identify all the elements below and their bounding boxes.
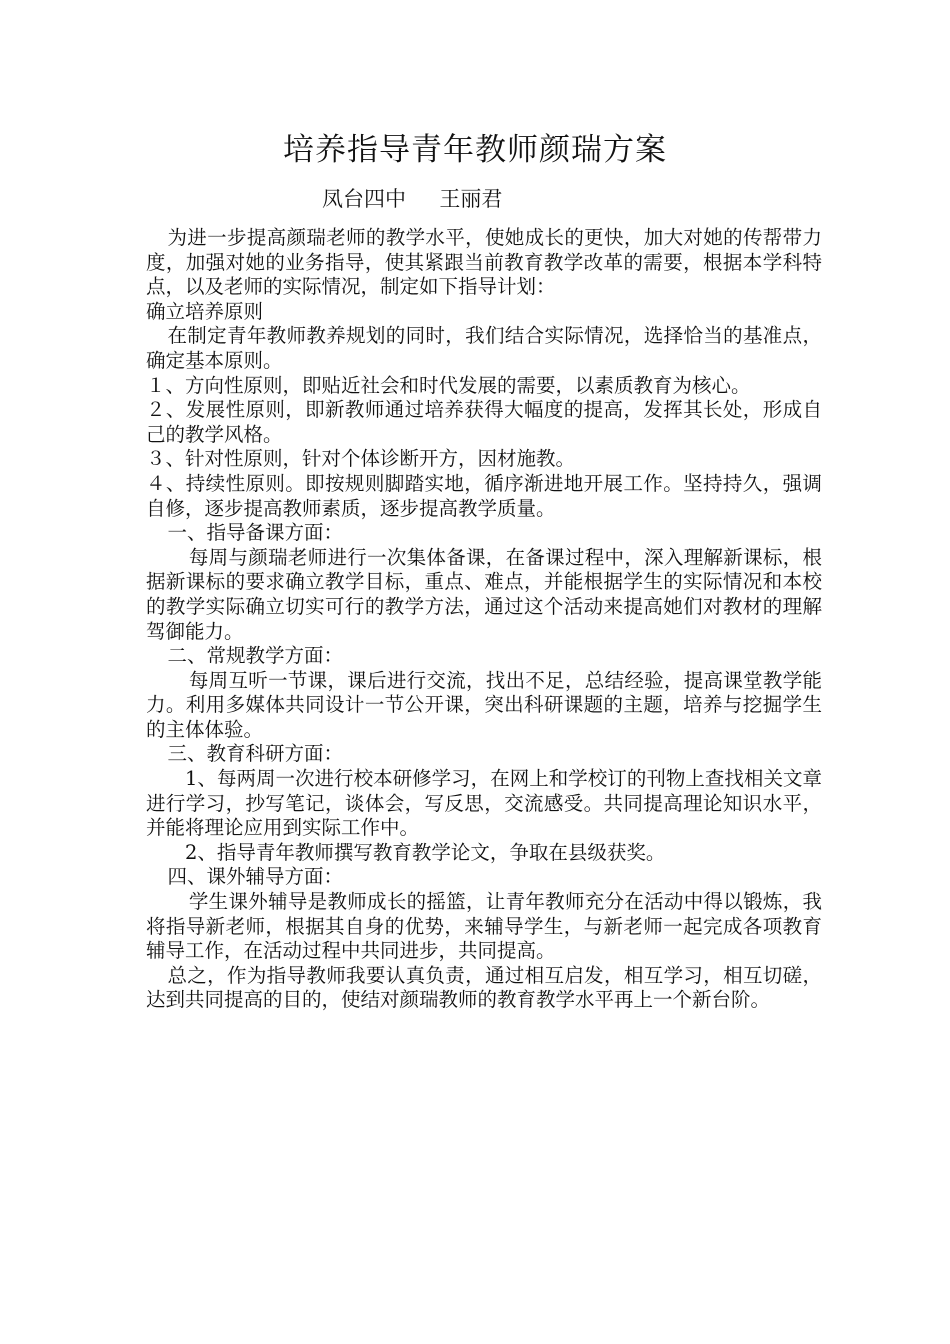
- principles-intro-paragraph: 在制定青年教师教养规划的同时，我们结合实际情况，选择恰当的基准点，确定基本原则。: [146, 324, 822, 372]
- principle-item-2: ２、发展性原则，即新教师通过培养获得大幅度的提高，发挥其长处，形成自己的教学风格。: [146, 398, 822, 446]
- author-line: 凤台四中 王丽君: [322, 187, 503, 211]
- section-heading-lesson-prep: 一、指导备课方面：: [167, 521, 343, 545]
- section-heading-extracurricular: 四、课外辅导方面：: [167, 865, 343, 889]
- principle-item-3: ３、针对性原则，针对个体诊断开方，因材施教。: [146, 447, 576, 471]
- extracurricular-paragraph: 学生课外辅导是教师成长的摇篮，让青年教师充分在活动中得以锻炼，我将指导新老师，根据其自身的优势，来辅导学生，与新老师一起完成各项教育辅导工作，在活动过程中共同进步，共同提高。: [146, 890, 822, 963]
- principle-item-4: ４、持续性原则。即按规则脚踏实地，循序渐进地开展工作。坚持持久，强调自修，逐步提高教师素质，逐步提高教学质量。: [146, 471, 822, 520]
- conclusion-paragraph: 总之，作为指导教师我要认真负责，通过相互启发，相互学习，相互切磋，达到共同提高的目的，使结对颜瑞教师的教育教学水平再上一个新台阶。: [146, 963, 822, 1012]
- principle-item-1: １、方向性原则，即贴近社会和时代发展的需要，以素质教育为核心。: [146, 373, 751, 397]
- lesson-prep-paragraph: 每周与颜瑞老师进行一次集体备课，在备课过程中，深入理解新课标，根据新课标的要求确立教学目标，重点、难点，并能根据学生的实际情况和本校的教学实际确立切实可行的教学方法，通过这个活动来提高她们对教材的理解驾御能力。: [146, 545, 822, 643]
- section-heading-principles: 确立培养原则: [146, 299, 264, 323]
- research-item-1: 1、每两周一次进行校本研修学习，在网上和学校订的刊物上查找相关文章进行学习，抄写笔记，谈体会，写反思，交流感受。共同提高理论知识水平，并能将理论应用到实际工作中。: [146, 767, 822, 840]
- document-title: 培养指导青年教师颜瑞方案: [283, 132, 667, 168]
- document-body: [146, 226, 822, 1013]
- section-heading-routine-teaching: 二、常规教学方面：: [167, 644, 343, 668]
- routine-teaching-paragraph: 每周互听一节课，课后进行交流，找出不足，总结经验，提高课堂教学能力。利用多媒体共同设计一节公开课，突出科研课题的主题，培养与挖掘学生的主体体验。: [146, 668, 822, 741]
- intro-paragraph: 为进一步提高颜瑞老师的教学水平，使她成长的更快，加大对她的传帮带力度，加强对她的业务指导，使其紧跟当前教育教学改革的需要，根据本学科特点，以及老师的实际情况，制定如下指导计划：: [146, 226, 822, 299]
- research-item-2: 2、指导青年教师撰写教育教学论文，争取在县级获奖。: [185, 840, 666, 864]
- section-heading-research: 三、教育科研方面：: [167, 742, 343, 766]
